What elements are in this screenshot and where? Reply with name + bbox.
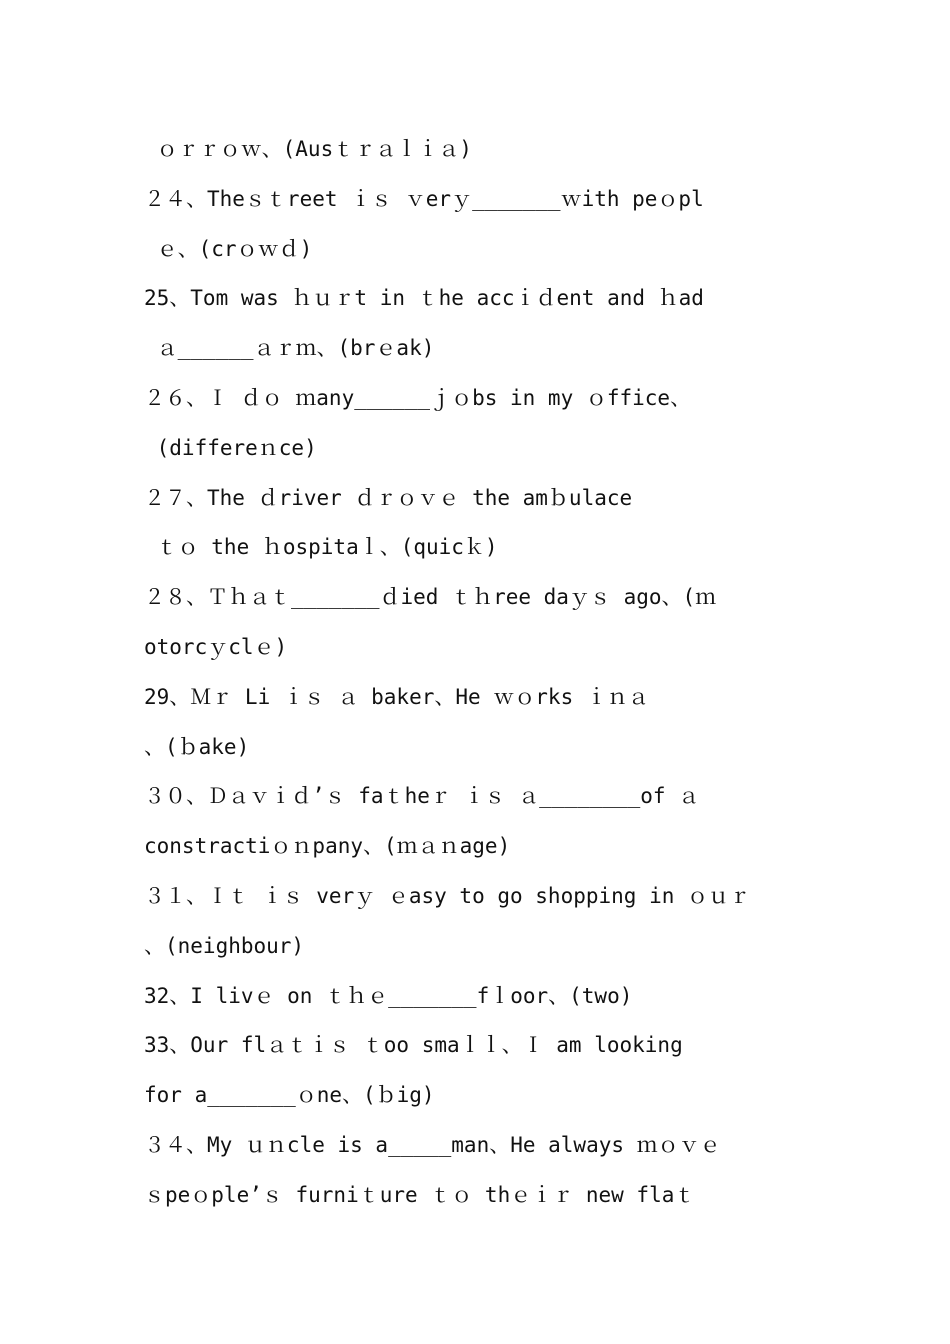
question-25: 25、Tom was ｈｕｒt in ｔhe accｉｄent and ｈad (144, 286, 704, 311)
text-line: ｔｏ the ｈospitaｌ、(quicｋ) (144, 535, 498, 560)
text-body (144, 125, 814, 1221)
question-33: 33、Our flａｔｉｓ ｔoo smaｌｌ、Ｉ am looking (144, 1033, 683, 1058)
text-line: ｅ、(crｏｗｄ) (144, 236, 313, 261)
text-line: ｏｒｒｏｗ、(Ausｔｒａｌｉａ) (144, 137, 472, 161)
text-line: ｓpeｏple’ｓ furniｔure ｔｏ thｅｉｒ new flaｔ (144, 1182, 696, 1207)
question-34: ３４、My ｕｎcle is a_____man、He always ｍｏｖｅ (144, 1132, 721, 1157)
question-32: 32、I livｅ on ｔｈｅ_______fｌoor、(two) (144, 983, 633, 1008)
question-28: ２８、Ｔｈａｔ_______ｄied ｔｈree daｙｓ ago、(ｍ (144, 585, 717, 610)
question-30: ３０、Ｄａｖｉｄ’ｓ faｔheｒ ｉｓ ａ________of ａ (144, 784, 700, 809)
text-line: 、(ｂake) (144, 734, 250, 759)
text-line: ａ______ａｒｍ、(brｅak) (144, 336, 435, 361)
text-line: constractiｏｎpany、(ｍａｎage) (144, 834, 511, 859)
question-26: ２６、Ｉ ｄｏ ｍany______ｊｏbs in my ｏffice、 (144, 385, 692, 410)
question-31: ３１、Ｉｔ ｉｓ verｙ ｅasy to go shopping in ｏｕｒ (144, 883, 751, 908)
question-24: ２４、Theｓｔreet ｉｓ ｖerｙ_______ｗith peｏpl (144, 186, 704, 211)
text-line: 、(neighbour) (144, 933, 305, 958)
question-29: 29、Ｍｒ Li ｉｓ ａ baker、He ｗｏrks ｉｎａ (144, 684, 649, 709)
text-line: for a_______ｏne、(ｂig) (144, 1083, 435, 1108)
text-line: otorcｙclｅ) (144, 634, 288, 659)
question-27: ２７、The ｄriver ｄｒｏｖｅ the amｂulace (144, 485, 633, 510)
text-line: (differeｎce) (144, 435, 317, 460)
